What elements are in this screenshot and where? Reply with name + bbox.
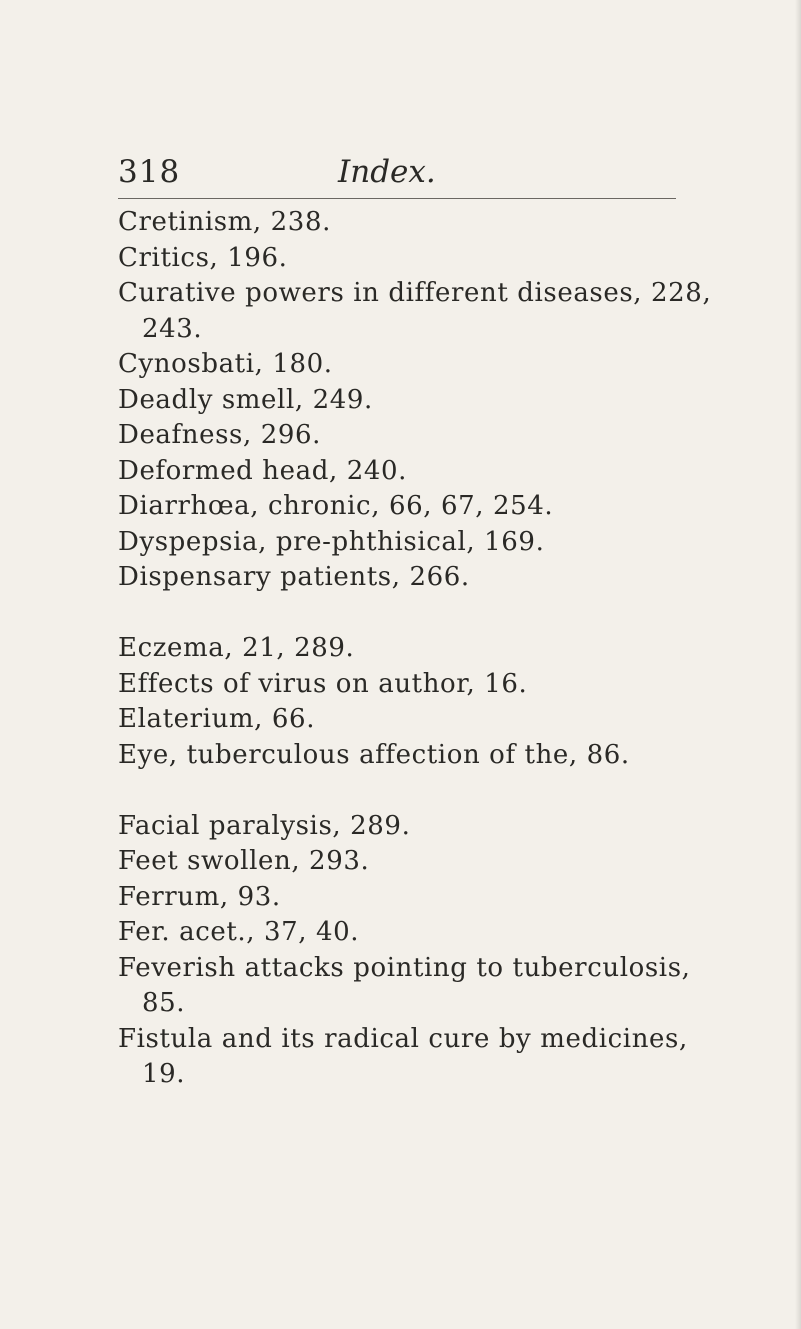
index-entry: Deformed head, 240. [118, 455, 407, 486]
index-entry: Feverish attacks pointing to tuberculosis, [118, 952, 691, 983]
index-entry: Elaterium, 66. [118, 704, 316, 734]
page-edge-shadow [795, 0, 801, 1329]
index-entry: Curative powers in different diseases, 228, [118, 278, 712, 308]
index-entries [118, 205, 718, 1093]
page-number: 318 [118, 154, 181, 190]
index-entry: Effects of virus on author, 16. [118, 668, 528, 699]
index-entry: Eye, tuberculous affection of the, 86. [118, 739, 630, 770]
index-entry: Eczema, 21, 289. [118, 633, 355, 663]
index-entry: Fistula and its radical cure by medicines, [118, 1023, 688, 1054]
index-entry: Facial paralysis, 289. [118, 810, 411, 841]
index-entry: Fer. acet., 37, 40. [118, 917, 360, 947]
index-entry: Diarrhœa, chronic, 66, 67, 254. [118, 491, 554, 521]
index-entry-continuation: 85. [142, 988, 186, 1018]
index-entry: Critics, 196. [118, 242, 288, 273]
index-entry: Cretinism, 238. [118, 207, 331, 237]
index-entry: Cynosbati, 180. [118, 349, 333, 379]
index-entry: Deadly smell, 249. [118, 384, 373, 415]
index-entry-continuation: 19. [142, 1059, 186, 1089]
index-entry: Deafness, 296. [118, 420, 321, 450]
index-entry: Feet swollen, 293. [118, 846, 370, 876]
index-entry: Dispensary patients, 266. [118, 562, 470, 592]
running-head [118, 152, 678, 192]
index-entry-continuation: 243. [142, 313, 203, 344]
index-entry: Ferrum, 93. [118, 881, 281, 912]
index-entry: Dyspepsia, pre-phthisical, 169. [118, 526, 545, 557]
header-rule [118, 198, 676, 199]
page-title: Index. [338, 154, 436, 190]
